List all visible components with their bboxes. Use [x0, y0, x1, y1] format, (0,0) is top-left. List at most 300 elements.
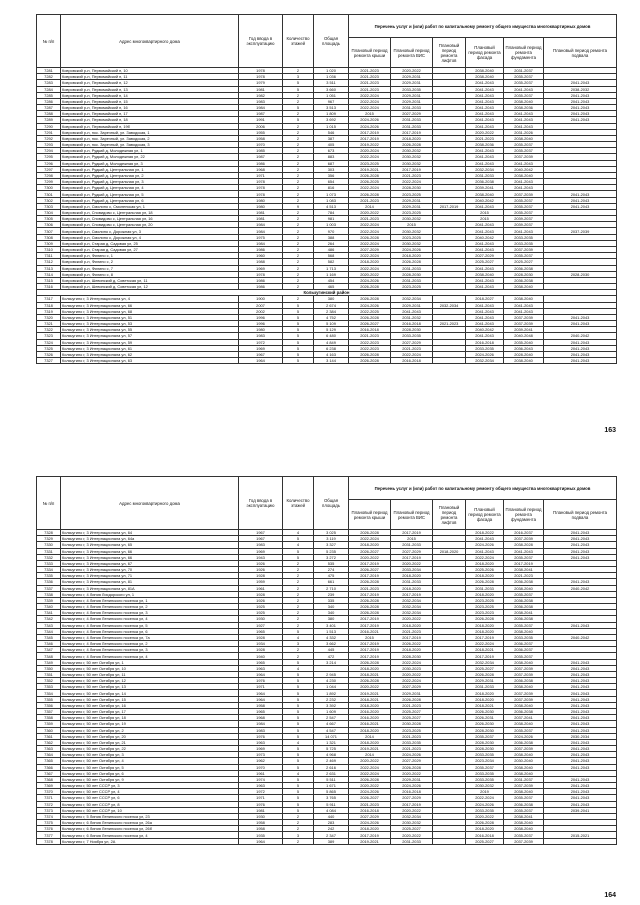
cell-lift — [433, 358, 466, 364]
cell-basement: 2038-2040 — [504, 135, 544, 141]
cell-roof: 2018-2020 — [349, 702, 391, 708]
cell-year: 1991 — [239, 117, 283, 123]
cell-water: 2021-2023 — [391, 345, 433, 351]
cell-roof: 2026-2028 — [349, 610, 391, 616]
cell-water: 2033-2034 — [391, 567, 433, 573]
cell-water: 2015 — [391, 222, 433, 228]
cell-year: 1958 — [239, 820, 283, 826]
cell-basement: 2035-2037 — [504, 795, 544, 801]
cell-floors: 5 — [283, 86, 314, 92]
cell-roof: 2017-2019 — [349, 135, 391, 141]
cell-basement: 2035-2037 — [504, 148, 544, 154]
cell-year: 1962 — [239, 758, 283, 764]
cell-roof: 2026-2027 — [349, 321, 391, 327]
cell-water: 2031-2033 — [391, 123, 433, 129]
page-163 — [36, 14, 616, 434]
cell-num: 7372 — [37, 801, 61, 807]
cell-address: Кольчугино г, 4 Линия Ленинского поселка ул, 2 — [61, 604, 239, 610]
cell-year: 1983 — [239, 542, 283, 548]
cell-area: 1 020 — [314, 68, 349, 74]
header-basement: Плановый период ремонта фундамента — [504, 38, 544, 68]
cell-num: 7314 — [37, 271, 61, 277]
cell-address: Кольчугино г, 50 лет Октября ул, 19 — [61, 721, 239, 727]
cell-floors: 5 — [283, 554, 314, 560]
table-row — [37, 690, 617, 696]
cell-address: Ковровский р-н, Филино с, 8 — [61, 271, 239, 277]
cell-roof: 2015 — [349, 111, 391, 117]
cell-basement: 2036-2038 — [504, 616, 544, 622]
table-row — [37, 345, 617, 351]
cell-roof: 2026-2028 — [349, 579, 391, 585]
cell-year: 1935 — [239, 832, 283, 838]
cell-num: 7320 — [37, 314, 61, 320]
cell-floors: 5 — [283, 807, 314, 813]
table-row — [37, 554, 617, 560]
cell-heat: 2041-2043 — [544, 665, 617, 671]
cell-area: 3 511 — [314, 80, 349, 86]
cell-floors: 3 — [283, 641, 314, 647]
cell-basement: 2033-2035 — [504, 634, 544, 640]
cell-roof: 2021-2023 — [349, 74, 391, 80]
cell-basement: 2028-2030 — [504, 271, 544, 277]
cell-address: Ковровский р-н, Первомайский п, 15 — [61, 98, 239, 104]
table-row — [37, 358, 617, 364]
cell-facade: 2031-2033 — [466, 172, 504, 178]
cell-area: 4 084 — [314, 807, 349, 813]
cell-basement: 2041-2043 — [504, 548, 544, 554]
header-water: Плановый период ремонта ВИС — [391, 500, 433, 530]
cell-address: Кольчугино г, 3 Интернационала ул, 4 — [61, 296, 239, 302]
cell-basement: 2036-2037 — [504, 647, 544, 653]
cell-floors: 2 — [283, 591, 314, 597]
cell-facade: 2018-2021 — [466, 647, 504, 653]
cell-num: 7357 — [37, 708, 61, 714]
cell-address: Кольчугино г, 3 Интернационала ул, 66 — [61, 302, 239, 308]
cell-area: 2 710 — [314, 585, 349, 591]
cell-facade: 2041-2043 — [466, 111, 504, 117]
table-row — [37, 715, 617, 721]
cell-floors: 3 — [283, 74, 314, 80]
cell-roof: 2026-2027 — [349, 548, 391, 554]
cell-floors: 5 — [283, 321, 314, 327]
cell-heat: 2041-2043 — [544, 92, 617, 98]
cell-roof: 2026-2028 — [349, 358, 391, 364]
cell-area: 1 036 — [314, 74, 349, 80]
header-heat: Плановый период ремонта подвала — [544, 500, 617, 530]
cell-address: Кольчугино г, 50 лет СССР ул, 6 — [61, 795, 239, 801]
table-row — [37, 86, 617, 92]
cell-year: 1940 — [239, 653, 283, 659]
cell-year: 1928 — [239, 573, 283, 579]
cell-floors: 2 — [283, 234, 314, 240]
cell-basement: 2036-2038 — [504, 678, 544, 684]
cell-facade: 2019 — [466, 789, 504, 795]
table-row — [37, 68, 617, 74]
cell-address: Кольчугино г, 4 Линия Ленинского поселка ул, 4 — [61, 616, 239, 622]
cell-area: 1 321 — [314, 739, 349, 745]
cell-area: 568 — [314, 253, 349, 259]
table-row — [37, 74, 617, 80]
cell-year: 1958 — [239, 826, 283, 832]
cell-address: Кольчугино г, 50 лет Октября ул, 21 — [61, 739, 239, 745]
cell-area: 1 892 — [314, 690, 349, 696]
cell-area: 454 — [314, 277, 349, 283]
cell-address: Кольчугино г, 50 лет Октября ул, 22 — [61, 746, 239, 752]
cell-water: 2032-2034 — [391, 597, 433, 603]
cell-roof: 2014 — [349, 733, 391, 739]
cell-area: 6 480 — [314, 333, 349, 339]
cell-water: 2021-2023 — [391, 733, 433, 739]
cell-year: 1970 — [239, 142, 283, 148]
header-lift: Плановый период ремонта лифтов — [433, 38, 466, 68]
cell-num: 7338 — [37, 591, 61, 597]
cell-num: 7362 — [37, 739, 61, 745]
cell-facade: 2028-2030 — [466, 739, 504, 745]
cell-roof: 2022-2024 — [349, 222, 391, 228]
cell-basement: 2036-2037 — [504, 641, 544, 647]
table-row — [37, 191, 617, 197]
header-roof: Плановый период ремонта крыши — [349, 38, 391, 68]
table-row — [37, 585, 617, 591]
table-row — [37, 838, 617, 844]
cell-roof: 2020-2022 — [349, 684, 391, 690]
cell-facade: 2038-2040 — [466, 271, 504, 277]
cell-water: 2032-2034 — [391, 296, 433, 302]
cell-heat: 2041-2043 — [544, 345, 617, 351]
cell-num: 7363 — [37, 746, 61, 752]
cell-facade: 2023-2023 — [466, 610, 504, 616]
cell-address: Кольчугино г, 3 Интернационала ул, 53 — [61, 321, 239, 327]
cell-water: 2020-2022 — [391, 832, 433, 838]
cell-area: 1 044 — [314, 684, 349, 690]
cell-roof: 2022-2024 — [349, 185, 391, 191]
cell-facade: 2018-2027 — [466, 296, 504, 302]
cell-roof: 2019-2021 — [349, 166, 391, 172]
cell-basement: 2037-2039 — [504, 154, 544, 160]
cell-facade: 2039-2041 — [466, 185, 504, 191]
cell-address: Кольчугино г, 4 Линия Ленинского поселка ул, 3 — [61, 610, 239, 616]
cell-area: 1 003 — [314, 222, 349, 228]
cell-year: 1973 — [239, 752, 283, 758]
cell-area: 274 — [314, 567, 349, 573]
cell-basement: 2038-2041 — [504, 567, 544, 573]
cell-basement: 2036-2038 — [504, 277, 544, 283]
cell-floors: 2 — [283, 826, 314, 832]
cell-num: 7331 — [37, 548, 61, 554]
cell-roof: 2022-2024 — [349, 92, 391, 98]
cell-num: 7312 — [37, 259, 61, 265]
table-row — [37, 530, 617, 536]
cell-water: 2033-2035 — [391, 739, 433, 745]
cell-area: 5 109 — [314, 321, 349, 327]
cell-facade: 2041-2043 — [466, 265, 504, 271]
cell-year: 2002 — [239, 308, 283, 314]
cell-area: 3 692 — [314, 117, 349, 123]
cell-roof: 2021-2023 — [349, 801, 391, 807]
cell-floors: 2 — [283, 838, 314, 844]
cell-num: 7378 — [37, 838, 61, 844]
cell-facade: 2026-2028 — [466, 616, 504, 622]
cell-basement: 2033-2035 — [504, 234, 544, 240]
cell-facade: 2023-2025 — [466, 604, 504, 610]
cell-facade: 2026-2030 — [466, 721, 504, 727]
cell-year: 1955 — [239, 129, 283, 135]
cell-roof: 2022-2024 — [349, 228, 391, 234]
cell-year: 1986 — [239, 284, 283, 290]
cell-water: 2029-2031 — [391, 197, 433, 203]
cell-year: 1978 — [239, 68, 283, 74]
cell-address: Ковровский р-н, Рудкий д, Центральная ул, 2 — [61, 172, 239, 178]
cell-facade: 2022-2024 — [466, 554, 504, 560]
cell-water: 2023-2025 — [391, 234, 433, 240]
cell-address: Ковровский р-н, Сновидово с, Центральная ул, 16 — [61, 216, 239, 222]
district-name: Кольчугинский район — [37, 290, 617, 296]
cell-basement: 2036-2038 — [504, 597, 544, 603]
cell-water: 2032-2034 — [391, 813, 433, 819]
cell-year: 1986 — [239, 160, 283, 166]
cell-num: 7304 — [37, 209, 61, 215]
cell-water: 2016-2018 — [391, 321, 433, 327]
cell-basement: 2036-2038 — [504, 801, 544, 807]
cell-year: 1978 — [239, 191, 283, 197]
cell-num: 7293 — [37, 142, 61, 148]
cell-basement: 2041-2043 — [504, 185, 544, 191]
cell-num: 7345 — [37, 634, 61, 640]
page-number: 163 — [604, 427, 616, 434]
cell-floors: 2 — [283, 246, 314, 252]
cell-roof: 2016-2020 — [349, 708, 391, 714]
cell-year: 1958 — [239, 702, 283, 708]
cell-facade: 2020-2022 — [466, 813, 504, 819]
cell-floors: 5 — [283, 789, 314, 795]
cell-num: 7306 — [37, 222, 61, 228]
cell-facade: 2029-2031 — [466, 678, 504, 684]
cell-facade: 2018-2020 — [466, 573, 504, 579]
cell-num: 7310 — [37, 246, 61, 252]
cell-water: 2021-2023 — [391, 628, 433, 634]
cell-roof: 2024-2026 — [349, 277, 391, 283]
cell-area: 981 — [314, 216, 349, 222]
cell-address: Ковровский р-н, Рудкий д, Центральная ул, 4 — [61, 185, 239, 191]
cell-heat: 2041-2043 — [544, 678, 617, 684]
cell-num: 7313 — [37, 265, 61, 271]
cell-floors: 2 — [283, 820, 314, 826]
cell-num: 7339 — [37, 597, 61, 603]
cell-address: Ковровский р-н, Первомайский п, 19б — [61, 123, 239, 129]
cell-floors: 4 — [283, 770, 314, 776]
cell-area: 2 232 — [314, 696, 349, 702]
cell-roof: 2026-2028 — [349, 314, 391, 320]
cell-water: 2030-2028 — [391, 721, 433, 727]
cell-water: 2021-2023 — [391, 702, 433, 708]
cell-address: Кольчугино г, 50 лет Октября ул, 4 — [61, 758, 239, 764]
cell-year: 1927 — [239, 622, 283, 628]
table-row — [37, 105, 617, 111]
header-basement: Плановый период ремонта фундамента — [504, 500, 544, 530]
cell-water: 2022-2024 — [391, 351, 433, 357]
cell-basement: 2035-2037 — [504, 197, 544, 203]
cell-year: 1965 — [239, 628, 283, 634]
cell-area: 340 — [314, 604, 349, 610]
header-heat: Плановый период ремонта подвала — [544, 38, 617, 68]
cell-num: 7354 — [37, 690, 61, 696]
cell-num: 7336 — [37, 579, 61, 585]
cell-basement: 2031-2026 — [504, 129, 544, 135]
cell-address: Кольчугино г, 4 Линия Ленинского поселка ул, 2 — [61, 641, 239, 647]
cell-facade: 2041-2043 — [466, 536, 504, 542]
cell-floors: 5 — [283, 105, 314, 111]
cell-address: Кольчугино г, 7 Ноября ул, 2А — [61, 838, 239, 844]
cell-facade: 2017-2019 — [466, 634, 504, 640]
table-row — [37, 327, 617, 333]
cell-num: 7347 — [37, 647, 61, 653]
cell-water: 2033-2035 — [391, 86, 433, 92]
cell-address: Кольчугино г, 3 Интернационала ул, 71 — [61, 573, 239, 579]
header-area: Общая площадь — [314, 477, 349, 530]
cell-basement: 2035-2037 — [504, 653, 544, 659]
cell-heat: 2041-2043 — [544, 746, 617, 752]
cell-year: 1986 — [239, 277, 283, 283]
cell-area: 2 674 — [314, 302, 349, 308]
cell-basement: 2037-2039 — [504, 665, 544, 671]
cell-year: 1965 — [239, 708, 283, 714]
cell-heat: 2041-2043 — [544, 659, 617, 665]
table-row — [37, 203, 617, 209]
cell-water: 2020-2022 — [391, 68, 433, 74]
cell-heat: 2041-2043 — [544, 696, 617, 702]
table-row — [37, 302, 617, 308]
cell-roof: 2018-2020 — [349, 542, 391, 548]
cell-floors: 2 — [283, 653, 314, 659]
cell-roof: 2014 — [349, 203, 391, 209]
cell-facade: 2040-2042 — [466, 327, 504, 333]
cell-lift: 2018-2020 — [433, 548, 466, 554]
cell-area: 340 — [314, 610, 349, 616]
cell-water: 2031-2033 — [391, 265, 433, 271]
cell-year: 1964 — [239, 696, 283, 702]
cell-num: 7374 — [37, 813, 61, 819]
cell-heat: 2037-2039 — [544, 228, 617, 234]
cell-roof: 2023-2025 — [349, 160, 391, 166]
cell-basement: 2039-2041 — [504, 327, 544, 333]
cell-heat: 2041-2043 — [544, 727, 617, 733]
cell-num: 7282 — [37, 74, 61, 80]
cell-basement: 2036-2038 — [504, 708, 544, 714]
cell-roof: 2026-2027 — [349, 795, 391, 801]
cell-basement: 2038-2040 — [504, 820, 544, 826]
cell-num: 7327 — [37, 358, 61, 364]
cell-num: 7303 — [37, 203, 61, 209]
cell-basement: 2038-2040 — [504, 684, 544, 690]
cell-num: 7368 — [37, 776, 61, 782]
cell-area: 687 — [314, 160, 349, 166]
cell-num: 7337 — [37, 585, 61, 591]
cell-basement: 2035-2037 — [504, 622, 544, 628]
cell-address: Кольчугино г, 5 Линия Ленинского поселка ул, 23 — [61, 813, 239, 819]
cell-floors: 5 — [283, 733, 314, 739]
table-row — [37, 80, 617, 86]
cell-facade: 2018-2020 — [466, 628, 504, 634]
cell-facade: 2033-2035 — [466, 770, 504, 776]
cell-num: 7360 — [37, 727, 61, 733]
cell-address: Кольчугино г, 50 лет Октября ул, 17 — [61, 708, 239, 714]
cell-area: 883 — [314, 154, 349, 160]
cell-roof: 2020-2022 — [349, 209, 391, 215]
cell-heat: 2041-2043 — [544, 752, 617, 758]
cell-year: 1934 — [239, 641, 283, 647]
cell-year: 1996 — [239, 314, 283, 320]
cell-roof: 2026-2028 — [349, 604, 391, 610]
cell-address: Кольчугино г, 3 Интернационала ул, 61 — [61, 345, 239, 351]
cell-roof: 2021-2023 — [349, 68, 391, 74]
cell-year: 1968 — [239, 166, 283, 172]
cell-floors: 5 — [283, 758, 314, 764]
cell-basement: 2037-2039 — [504, 696, 544, 702]
cell-floors: 2 — [283, 160, 314, 166]
cell-basement: 2031-2037 — [504, 776, 544, 782]
cell-year: 1967 — [239, 536, 283, 542]
cell-year: 1964 — [239, 690, 283, 696]
cell-num: 7315 — [37, 277, 61, 283]
table-row — [37, 671, 617, 677]
cell-roof: 2016-2018 — [349, 327, 391, 333]
cell-facade: 2026-2031 — [466, 715, 504, 721]
cell-address: Кольчугино г, 3 Интернационала ул, 64а — [61, 536, 239, 542]
cell-num: 7300 — [37, 185, 61, 191]
cell-area: 5 725 — [314, 746, 349, 752]
cell-address: Кольчугино г, 50 лет СССР ул, 10 — [61, 807, 239, 813]
cell-year: 1976 — [239, 801, 283, 807]
cell-water: 2018-2020 — [391, 622, 433, 628]
cell-facade: 2038-2040 — [466, 68, 504, 74]
cell-num: 7283 — [37, 80, 61, 86]
cell-num: 7308 — [37, 234, 61, 240]
cell-roof: 2017-2019 — [349, 641, 391, 647]
cell-area: 4 163 — [314, 351, 349, 357]
cell-basement: 2040-2042 — [504, 166, 544, 172]
cell-floors: 2 — [283, 191, 314, 197]
header-facade: Плановый период ремонта фасада — [466, 500, 504, 530]
cell-floors: 5 — [283, 302, 314, 308]
cell-basement: 2038-2041 — [504, 610, 544, 616]
table-row — [37, 339, 617, 345]
cell-roof: 2015 — [349, 634, 391, 640]
cell-area: 546 — [314, 129, 349, 135]
cell-year: 1926 — [239, 567, 283, 573]
cell-floors: 5 — [283, 783, 314, 789]
cell-heat: 2041-2043 — [544, 671, 617, 677]
cell-address: Кольчугино г, 50 лет Октября ул, 6 — [61, 770, 239, 776]
cell-address: Ковровский р-н, Рудкий д, Центральная ул, 5 — [61, 191, 239, 197]
cell-year: 1978 — [239, 271, 283, 277]
cell-facade: 2041-2043 — [466, 154, 504, 160]
cell-num: 7358 — [37, 715, 61, 721]
cell-water: 2030-2023 — [391, 665, 433, 671]
cell-roof: 2020-2022 — [349, 271, 391, 277]
cell-basement: 2041-2043 — [504, 228, 544, 234]
cell-roof: 2019-2021 — [349, 746, 391, 752]
cell-num: 7288 — [37, 111, 61, 117]
cell-roof: 2026-2028 — [349, 234, 391, 240]
cell-roof: 2016-2021 — [349, 721, 391, 727]
cell-area: 4 752 — [314, 314, 349, 320]
cell-year: 1987 — [239, 111, 283, 117]
cell-area: 3 272 — [314, 554, 349, 560]
cell-basement: 2038-2040 — [504, 284, 544, 290]
header-year: Год ввода в эксплуатацию — [239, 15, 283, 68]
cell-heat: 2041-2043 — [544, 536, 617, 542]
cell-floors: 2 — [283, 296, 314, 302]
